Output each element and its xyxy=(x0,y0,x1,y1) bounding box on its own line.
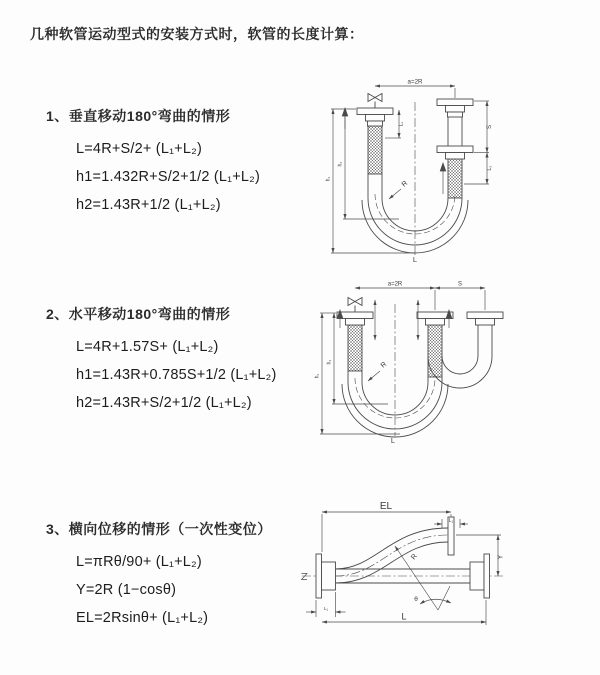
diagram-lateral-displacement xyxy=(298,500,513,630)
formula-line: L=4R+S/2+ (L₁+L₂) xyxy=(76,141,202,157)
angle-arc xyxy=(420,599,451,604)
dim-label-el: EL xyxy=(379,501,393,512)
flange-left xyxy=(357,108,393,115)
fittings xyxy=(337,298,503,326)
braided-hose-middle xyxy=(428,325,442,377)
break-mark xyxy=(302,574,308,580)
flange-right-upper xyxy=(437,99,473,106)
braided-hose-right xyxy=(448,159,462,198)
dim-label-h2: h₂ xyxy=(326,359,333,365)
length-label: L xyxy=(412,255,418,264)
dim-label-a2r: a=2R xyxy=(387,281,403,288)
flange-right xyxy=(484,554,490,598)
formula-line: L=4R+1.57S+ (L₁+L₂) xyxy=(76,339,219,355)
dim-label-y: Y xyxy=(497,554,505,560)
radius-label: R xyxy=(379,360,389,370)
formula-line: h1=1.43R+0.785S+1/2 (L₁+L₂) xyxy=(76,367,277,383)
radius-label: R xyxy=(400,179,410,189)
formula-line: Y=2R (1−cosθ) xyxy=(76,582,177,598)
dim-label-h1: h₁ xyxy=(314,373,321,379)
dim-label-h1: h₁ xyxy=(325,176,332,182)
dim-label-s: S xyxy=(457,281,463,288)
dim-label-l1: L₁ xyxy=(398,121,405,127)
dim-label-l2: L₂ xyxy=(487,165,493,171)
formula-line: EL=2Rsinθ+ (L₁+L₂) xyxy=(76,610,209,626)
formula-line: h2=1.43R+1/2 (L₁+L₂) xyxy=(76,197,221,213)
angle-label: θ xyxy=(414,596,418,603)
flange-right xyxy=(467,312,503,319)
braided-hose-left xyxy=(368,126,382,174)
diagram-horizontal-180 xyxy=(300,276,580,446)
flange-left xyxy=(316,554,322,598)
valve-icon xyxy=(348,298,362,306)
formula-line: L=πRθ/90+ (L₁+L₂) xyxy=(76,554,202,570)
dimension-lines xyxy=(320,288,485,434)
section-3-heading: 3、横向位移的情形（一次性变位） xyxy=(46,521,272,537)
dim-label-l: L xyxy=(401,611,407,622)
formula-line: h2=1.43R+S/2+1/2 (L₁+L₂) xyxy=(76,395,252,411)
page-title: 几种软管运动型式的安装方式时，软管的长度计算： xyxy=(30,26,364,42)
section-2-heading: 2、水平移动180°弯曲的情形 xyxy=(46,306,231,322)
motion-arrow-up xyxy=(440,163,446,171)
dim-label-s: S xyxy=(487,124,493,130)
dim-label-a2r: a=2R xyxy=(407,78,423,86)
dimension-lines xyxy=(331,86,489,253)
dim-label-l1-left: L₁ xyxy=(323,606,329,611)
technical-drawing-3 xyxy=(298,500,513,630)
braided-hose-left xyxy=(348,325,362,371)
flange-right-lower xyxy=(437,146,473,153)
dim-label-l1-top: L₁ xyxy=(448,518,454,524)
dim-label-h2: h₂ xyxy=(337,161,344,167)
section-2 xyxy=(46,304,277,417)
section-3 xyxy=(46,519,272,632)
section-1 xyxy=(46,106,260,219)
length-label: L xyxy=(390,436,396,445)
diagram-vertical-180 xyxy=(305,72,545,264)
section-1-heading: 1、垂直移动180°弯曲的情形 xyxy=(46,108,231,124)
technical-drawing-2 xyxy=(300,276,580,446)
formula-line: h1=1.432R+S/2+1/2 (L₁+L₂) xyxy=(76,169,261,185)
radius-label: R xyxy=(410,552,419,562)
technical-drawing-1 xyxy=(305,72,545,264)
valve-icon xyxy=(368,94,382,102)
